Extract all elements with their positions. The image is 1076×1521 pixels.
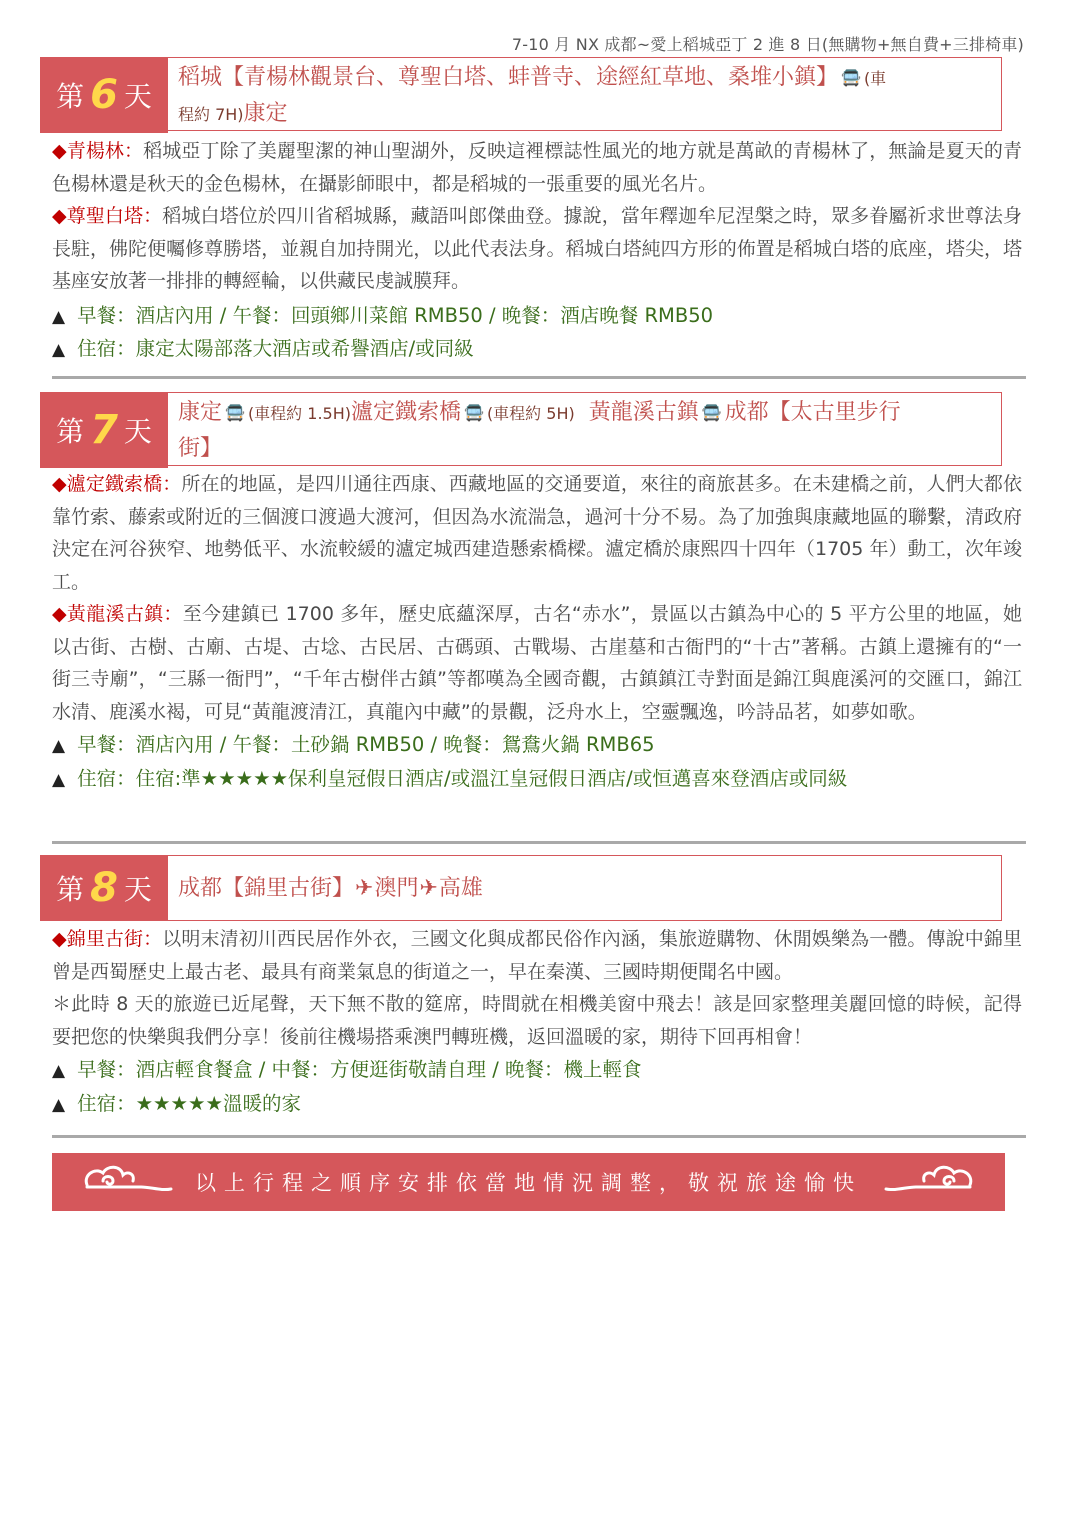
plane-icon: ✈ xyxy=(355,876,374,901)
day-suffix: 天 xyxy=(123,873,152,906)
day-7-title-1: 康定 xyxy=(178,400,223,425)
day-8-section xyxy=(40,855,1026,1121)
closing-text: ＊此時 8 天的旅遊已近尾聲，天下無不散的筵席，時間就在相機美窗中飛去！該是回家整理美麗回憶的時候，記得要把您的快樂與我們分享！後前往機場搭乘澳門轉班機，返回溫暖的家，期待下回再相會！ xyxy=(52,993,1022,1048)
footer-text: 以上行程之順序安排依當地情況調整，敬祝旅途愉快 xyxy=(195,1171,862,1195)
day-number: 8 xyxy=(90,865,118,911)
day-6-section xyxy=(40,57,1026,367)
attraction-label: 尊聖白塔： xyxy=(66,205,163,227)
day-8-para-1 xyxy=(52,923,1022,988)
day-number: 7 xyxy=(90,407,118,453)
attraction-label: 青楊林： xyxy=(66,140,144,162)
attraction-text: 所在的地區，是四川通往西康、西藏地區的交通要道，來往的商旅甚多。在未建橋之前，人們大都依靠竹索、藤索或附近的三個渡口渡過大渡河，但因為水流湍急，過河十分不易。為了加強與康藏地區的聯繫，清政府決定在河谷狹窄、地勢低平、水流較緩的瀘定城西建造懸索橋樑。瀘定橋於康熙四十四年（1705 年）動工，次年竣工。 xyxy=(52,473,1022,593)
day-prefix: 第 xyxy=(56,873,85,906)
diamond-icon: ◆ xyxy=(52,928,67,950)
day-6-badge xyxy=(40,57,168,133)
day-7-meals xyxy=(52,729,1026,763)
bus-icon: 🚍 xyxy=(464,403,484,422)
triangle-icon: ▲ xyxy=(52,340,66,360)
footer-banner xyxy=(52,1153,1005,1211)
day-8-body xyxy=(52,923,1022,1053)
day-7-para-1 xyxy=(52,468,1022,598)
day-8-title-1: 成都【錦里古街】 xyxy=(178,876,355,901)
cloud-icon xyxy=(81,1163,173,1201)
day-6-para-1 xyxy=(52,135,1022,200)
day-7-title-7: 街】 xyxy=(178,436,223,461)
day-prefix: 第 xyxy=(56,80,85,113)
hotel-text: 住宿：住宿:準★★★★★保利皇冠假日酒店/或溫江皇冠假日酒店/或恒邁喜來登酒店或同級 xyxy=(77,766,848,790)
day-8-title xyxy=(168,855,1002,921)
day-number: 6 xyxy=(90,72,118,118)
day-7-title-5: 黃龍溪古鎮 xyxy=(588,400,699,425)
triangle-icon: ▲ xyxy=(52,769,66,790)
day-prefix: 第 xyxy=(56,415,85,448)
day-7-title-6: 成都【太古里步行 xyxy=(724,400,901,425)
divider xyxy=(52,376,1026,379)
day-8-title-2: 澳門 xyxy=(374,876,419,901)
attraction-label: 瀘定鐵索橋： xyxy=(66,473,182,495)
bus-icon: 🚍 xyxy=(841,68,861,87)
divider xyxy=(52,1135,1026,1138)
day-suffix: 天 xyxy=(123,80,152,113)
day-8-badge xyxy=(40,855,168,921)
attraction-text: 以明末清初川西民居作外衣，三國文化與成都民俗作內涵，集旅遊購物、休閒娛樂為一體。傳說中錦里曾是西蜀歷史上最古老、最具有商業氣息的街道之一，早在秦漢、三國時期便聞名中國。 xyxy=(52,928,1022,983)
day-6-title-a: 稻城【青楊林觀景台、尊聖白塔、蚌普寺、途經紅草地、桑堆小鎮】 xyxy=(178,65,839,90)
day-7-body xyxy=(52,468,1022,728)
diamond-icon: ◆ xyxy=(52,603,67,625)
day-6-hotel xyxy=(52,333,1026,367)
hotel-text: 住宿：康定太陽部落大酒店或希譽酒店/或同級 xyxy=(77,337,474,360)
day-6-meals xyxy=(52,300,1026,334)
hotel-text: 住宿：★★★★★溫暖的家 xyxy=(77,1091,301,1115)
meal-text: 早餐：酒店內用 / 午餐：回頭鄉川菜館 RMB50 / 晚餐：酒店晚餐 RMB50 xyxy=(77,303,714,327)
day-7-title-2: (車程約 1.5H) xyxy=(247,404,351,423)
day-suffix: 天 xyxy=(123,415,152,448)
day-7-para-2 xyxy=(52,598,1022,728)
day-6-title xyxy=(168,57,1002,131)
day-8-para-2 xyxy=(52,988,1022,1053)
plane-icon: ✈ xyxy=(419,876,438,901)
day-7-badge xyxy=(40,392,168,468)
meal-text: 早餐：酒店內用 / 午餐：土砂鍋 RMB50 / 晚餐：鴛鴦火鍋 RMB65 xyxy=(77,733,655,756)
page-header: 7-10 月 NX 成都~愛上稻城亞丁 2 進 8 日(無購物+無自費+三排椅車) xyxy=(511,35,1024,54)
diamond-icon: ◆ xyxy=(52,140,67,162)
day-7-section xyxy=(40,392,1026,796)
diamond-icon: ◆ xyxy=(52,473,67,495)
day-8-header xyxy=(40,855,1026,931)
triangle-icon: ▲ xyxy=(52,1061,66,1081)
triangle-icon: ▲ xyxy=(52,736,66,756)
day-7-title xyxy=(168,392,1002,466)
diamond-icon: ◆ xyxy=(52,205,67,227)
attraction-text: 稻城白塔位於四川省稻城縣，藏語叫郎傑曲登。據說，當年釋迦牟尼涅槃之時，眾多眷屬祈求世尊法身長駐，佛陀便囑修尊勝塔，並親自加持開光，以此代表法身。稻城白塔純四方形的佈置是稻城白塔的底座，塔尖，塔基座安放著一排排的轉經輪，以供藏民虔誠膜拜。 xyxy=(52,205,1022,292)
day-6-header xyxy=(40,57,1026,133)
day-6-para-2 xyxy=(52,200,1022,298)
day-7-header xyxy=(40,392,1026,468)
attraction-label: 錦里古街： xyxy=(66,928,163,950)
day-8-hotel xyxy=(52,1088,1026,1122)
day-8-title-3: 高雄 xyxy=(438,876,483,901)
attraction-text: 稻城亞丁除了美麗聖潔的神山聖湖外，反映這裡標誌性風光的地方就是萬畝的青楊林了，無論是夏天的青色楊林還是秋天的金色楊林，在攝影師眼中，都是稻城的一張重要的風光名片。 xyxy=(52,140,1022,195)
divider xyxy=(52,841,1026,844)
bus-icon: 🚍 xyxy=(225,403,245,422)
day-6-body xyxy=(52,135,1022,298)
day-7-title-4: (車程約 5H) xyxy=(486,404,575,423)
meal-text: 早餐：酒店輕食餐盒 / 中餐：方便逛街敬請自理 / 晚餐：機上輕食 xyxy=(77,1058,642,1081)
day-6-title-b: (車 xyxy=(863,69,887,88)
cloud-icon xyxy=(884,1163,976,1201)
day-6-title-d: 康定 xyxy=(243,101,288,126)
triangle-icon: ▲ xyxy=(52,306,66,327)
day-7-title-3: 瀘定鐵索橋 xyxy=(351,400,462,425)
day-8-meals xyxy=(52,1054,1026,1088)
attraction-text: 至今建鎮已 1700 多年，歷史底蘊深厚，古名“赤水”，景區以古鎮為中心的 5 平方公里的地區，她以古街、古樹、古廟、古堤、古埝、古民居、古碼頭、古戰場、古崖墓和古衙門的“十古”著稱。古鎮上還擁有的“一街三寺廟”，“三縣一衙門”，“千年古樹伴古鎮”等都嘆為全國奇觀，古鎮鎮江寺對面是錦江與鹿溪河的交匯口，錦江水清、鹿溪水褐，可見“黃龍渡清江，真龍內中藏”的景觀，泛舟水上，空靈飄逸，吟詩品茗，如夢如歌。 xyxy=(52,603,1022,723)
bus-icon: 🚍 xyxy=(701,403,722,422)
day-6-title-c: 程約 7H) xyxy=(178,105,244,124)
day-7-hotel xyxy=(52,763,1026,797)
triangle-icon: ▲ xyxy=(52,1094,66,1115)
attraction-label: 黃龍溪古鎮： xyxy=(66,603,183,625)
